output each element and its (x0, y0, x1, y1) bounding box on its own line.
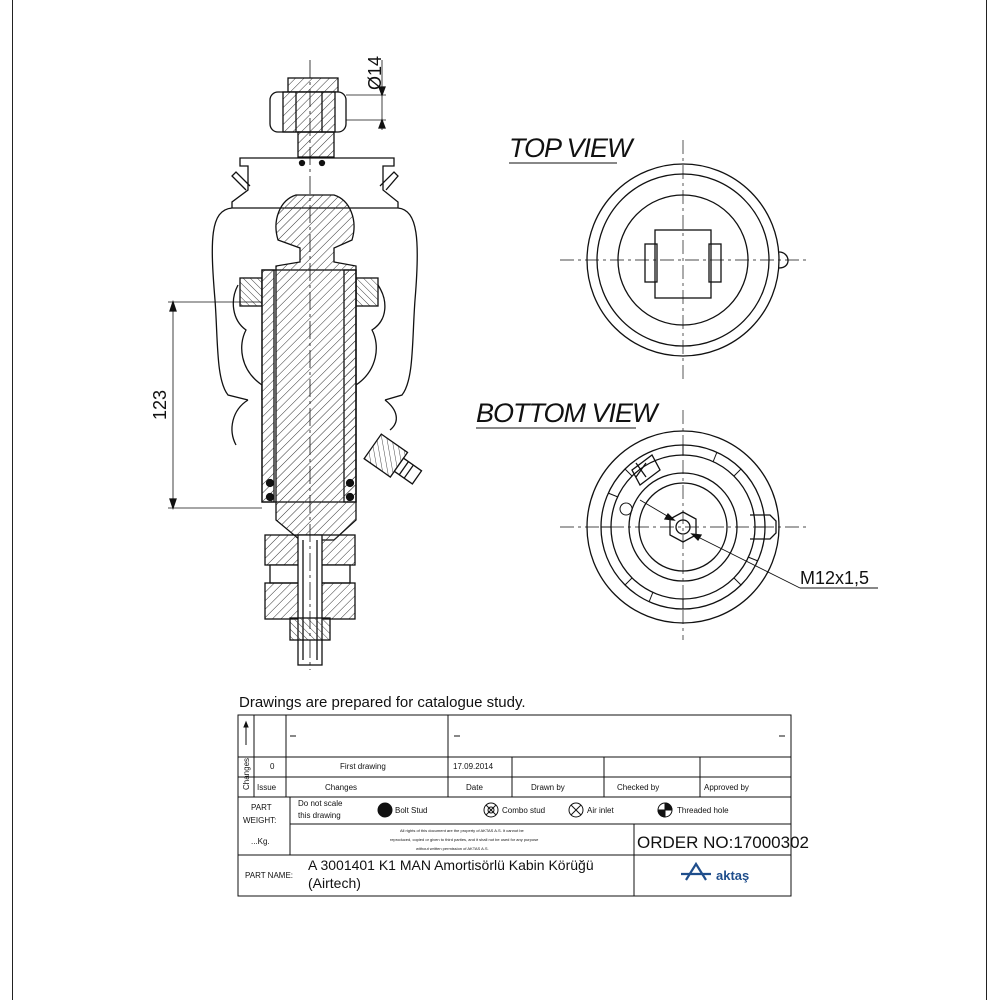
legend-bolt-stud: Bolt Stud (395, 806, 428, 815)
air-inlet-icon (569, 803, 583, 817)
rev-date: 17.09.2014 (453, 762, 494, 771)
changes-vertical-label: Changes (242, 757, 251, 790)
header-date: Date (466, 783, 483, 792)
header-drawn-by: Drawn by (531, 783, 565, 792)
copyright-line-3: without written permission of AKTAS A.S. (416, 846, 489, 851)
order-number: ORDER NO:17000302 (637, 833, 809, 852)
legend-air-inlet: Air inlet (587, 806, 614, 815)
combo-stud-icon (484, 803, 498, 817)
legend-threaded-hole: Threaded hole (677, 806, 729, 815)
legend-combo-stud: Combo stud (502, 806, 546, 815)
part-weight-label-1: PART (251, 803, 272, 812)
part-name-line-1: A 3001401 K1 MAN Amortisörlü Kabin Körüğü (308, 857, 594, 873)
part-weight-label-2: WEIGHT: (243, 816, 277, 825)
part-name-label: PART NAME: (245, 871, 294, 880)
length-dimension: 123 (150, 389, 170, 420)
copyright-line-2: reproduced, copied or given to third parties, and it shall not be used for any purpose (390, 837, 539, 842)
diameter-dimension: Ø14 (365, 55, 385, 90)
header-issue: Issue (257, 783, 277, 792)
bolt-stud-icon (378, 803, 392, 817)
part-name-line-2: (Airtech) (308, 875, 361, 891)
note-line-1: Do not scale (298, 799, 343, 808)
copyright-line-1: All rights of this document are the property of AKTAS A.S. It cannot be (400, 828, 524, 833)
header-changes: Changes (325, 783, 358, 792)
logo-text: aktaş (716, 868, 750, 883)
top-view-drawing (560, 140, 806, 380)
aktas-logo-icon (681, 864, 711, 880)
rev-issue: 0 (270, 762, 275, 771)
bottom-view-title: BOTTOM VIEW (476, 398, 657, 428)
weight-value: ...Kg. (251, 837, 270, 846)
note-line-2: this drawing (298, 811, 341, 820)
rev-changes: First drawing (340, 762, 386, 771)
header-checked-by: Checked by (617, 783, 660, 792)
header-approved-by: Approved by (704, 783, 749, 792)
top-view-title: TOP VIEW (509, 133, 632, 163)
thread-dimension: M12x1,5 (800, 568, 870, 588)
threaded-hole-icon (658, 803, 672, 817)
side-section-view (168, 60, 426, 670)
bottom-view-drawing (560, 410, 878, 640)
catalogue-caption: Drawings are prepared for catalogue study. (239, 694, 526, 711)
